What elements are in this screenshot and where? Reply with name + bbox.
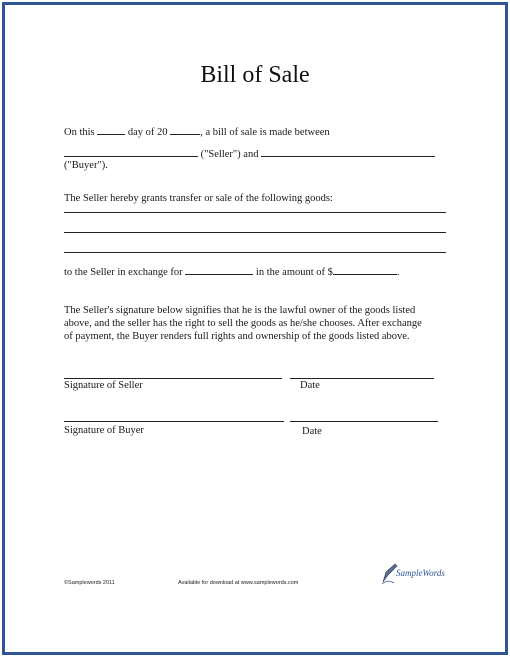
day-of-text: day of 20: [127, 127, 168, 138]
document-title: Bill of Sale: [200, 62, 310, 88]
seller-date-line[interactable]: [290, 378, 434, 379]
seller-name-blank[interactable]: [64, 147, 198, 157]
footer-copyright: ©Samplewords 2011: [64, 580, 115, 586]
goods-line-2[interactable]: [64, 232, 446, 233]
footer-available: Available for download at www.samplewords.com: [178, 580, 299, 586]
buyer-date-line[interactable]: [290, 421, 438, 422]
grant-text: The Seller hereby grants transfer or sale of the following goods:: [64, 193, 333, 204]
logo-text: SampleWords: [396, 568, 445, 578]
buyer-name-blank[interactable]: [261, 147, 435, 157]
exchange-text-2: in the amount of $: [255, 267, 333, 278]
goods-line-1[interactable]: [64, 212, 446, 213]
buyer-date-label: Date: [302, 426, 322, 437]
paragraph-line-3: of payment, the Buyer renders full rights and ownership of the goods listed above.: [64, 331, 410, 342]
exchange-text-3: .: [396, 267, 400, 278]
buyer-tag-text: ("Buyer").: [64, 160, 108, 171]
on-this-text: On this: [64, 127, 95, 138]
buyer-signature-line[interactable]: [64, 421, 284, 422]
paragraph-line-2: above, and the seller has the right to sell the goods as he/she chooses. After exchange: [64, 318, 422, 329]
paragraph-line-1: The Seller's signature below signifies that he is the lawful owner of the goods listed: [64, 305, 416, 316]
amount-blank[interactable]: [333, 265, 397, 275]
intro-line-1: [64, 125, 330, 138]
exchange-line: [64, 265, 400, 278]
buyer-signature-label: Signature of Buyer: [64, 425, 144, 436]
day-blank[interactable]: [97, 125, 125, 135]
seller-tag-text: ("Seller") and: [200, 149, 259, 160]
seller-signature-line[interactable]: [64, 378, 282, 379]
samplewords-logo: [380, 562, 450, 588]
exchange-text-1: to the Seller in exchange for: [64, 267, 183, 278]
exchange-item-blank[interactable]: [185, 265, 253, 275]
year-blank[interactable]: [170, 125, 200, 135]
intro-line-2: [64, 147, 435, 160]
made-between-text: , a bill of sale is made between: [200, 127, 330, 138]
goods-line-3[interactable]: [64, 252, 446, 253]
seller-date-label: Date: [300, 380, 320, 391]
seller-signature-label: Signature of Seller: [64, 380, 143, 391]
